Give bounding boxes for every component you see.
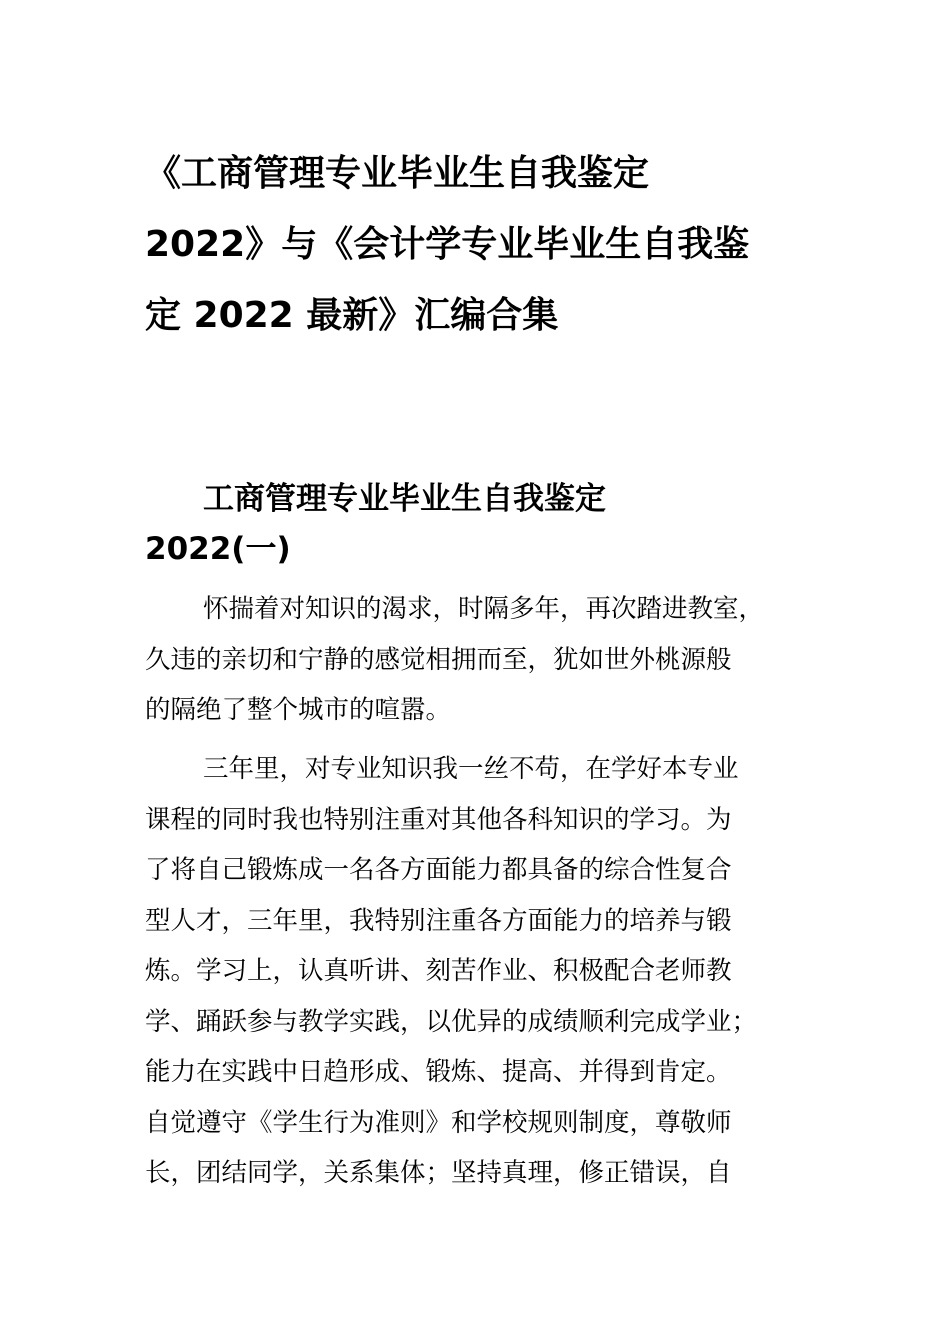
body-paragraph bbox=[145, 584, 835, 736]
paragraph-line: 三年里，对专业知识我一丝不苟，在学好本专业 bbox=[203, 754, 739, 784]
paragraph-line: 久违的亲切和宁静的感觉相拥而至，犹如世外桃源般 bbox=[145, 644, 732, 675]
paragraph-line: 了将自己锻炼成一名各方面能力都具备的综合性复合 bbox=[145, 855, 732, 885]
title-line: 定 2022 最新》汇编合集 bbox=[145, 295, 559, 336]
title-line: 2022》与《会计学专业毕业生自我鉴 bbox=[145, 224, 750, 265]
paragraph-line: 自觉遵守《学生行为准则》和学校规则制度，尊敬师 bbox=[145, 1107, 732, 1138]
title-line: 《工商管理专业毕业生自我鉴定 bbox=[145, 153, 650, 194]
paragraph-line: 能力在实践中日趋形成、锻炼、提高、并得到肯定。 bbox=[145, 1057, 732, 1087]
paragraph-line: 长，团结同学，关系集体；坚持真理，修正错误，自 bbox=[145, 1158, 732, 1188]
paragraph-line: 型人才，三年里，我特别注重各方面能力的培养与锻 bbox=[145, 905, 732, 936]
paragraph-line: 炼。学习上，认真听讲、刻苦作业、积极配合老师教 bbox=[145, 956, 732, 986]
section-heading bbox=[145, 474, 825, 574]
document-title bbox=[145, 138, 825, 351]
section-heading-line: 2022(一) bbox=[145, 531, 291, 567]
paragraph-line: 课程的同时我也特别注重对其他各科知识的学习。为 bbox=[145, 804, 732, 835]
paragraph-line: 的隔绝了整个城市的喧嚣。 bbox=[145, 695, 452, 725]
paragraph-line: 学、踊跃参与教学实践，以优异的成绩顺利完成学业； bbox=[145, 1006, 758, 1037]
section-heading-line: 工商管理专业毕业生自我鉴定 bbox=[203, 481, 606, 517]
paragraph-line: 怀揣着对知识的渴求，时隔多年，再次踏进教室， bbox=[203, 594, 765, 624]
body-paragraph bbox=[145, 744, 835, 1199]
